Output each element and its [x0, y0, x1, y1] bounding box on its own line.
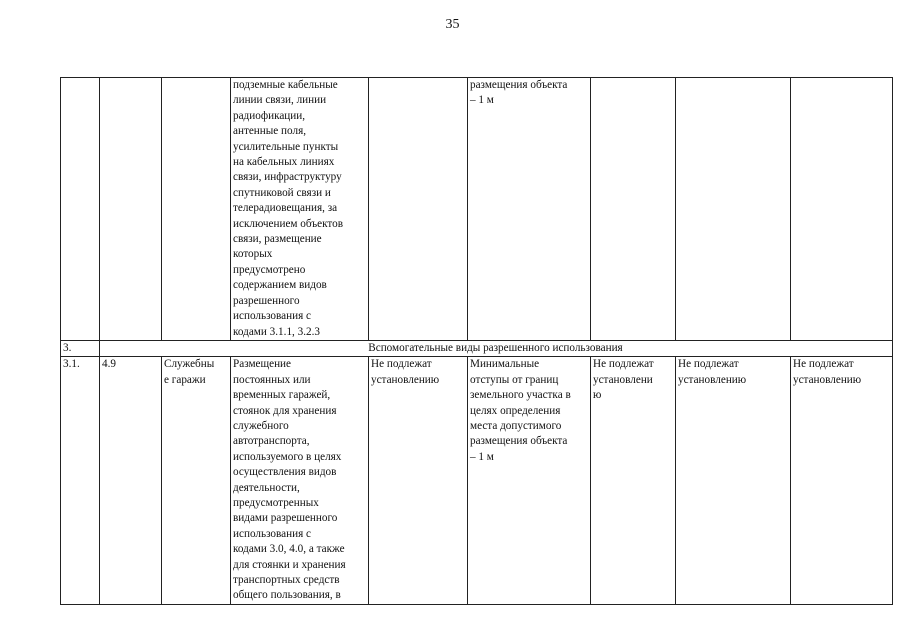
- table-row-section-header: [61, 340, 893, 356]
- cell-description: [231, 78, 369, 341]
- cell-text-line: Минимальные: [470, 358, 540, 371]
- cell-setbacks: [468, 78, 591, 341]
- cell-text-line: использования с: [233, 527, 312, 540]
- cell-code: [100, 78, 162, 341]
- cell-text-line: для стоянки и хранения: [233, 558, 346, 571]
- cell-col9: [791, 357, 893, 605]
- cell-text-line: телерадиовещания, за: [233, 202, 338, 215]
- cell-code: 4.9: [100, 357, 162, 605]
- cell-text-line: деятельности,: [233, 481, 300, 494]
- cell-text-line: автотранспорта,: [233, 435, 310, 448]
- cell-text-line: используемого в целях: [233, 450, 342, 463]
- cell-col9: [791, 78, 893, 341]
- cell-text-line: предусмотренных: [233, 496, 319, 509]
- table-row-3-1: [61, 357, 893, 605]
- cell-text-line: Не подлежат: [371, 358, 432, 371]
- cell-text-line: которых: [233, 248, 273, 261]
- cell-text-line: транспортных средств: [233, 574, 340, 586]
- cell-col8: [676, 78, 791, 341]
- cell-text-line: Не подлежат: [678, 358, 739, 371]
- cell-text-line: Не подлежат: [593, 358, 654, 371]
- cell-col5: [369, 78, 468, 341]
- section-number: 3.: [61, 340, 100, 356]
- cell-setbacks: [468, 357, 591, 605]
- cell-col7: [591, 78, 676, 341]
- table-row-continued: [61, 78, 893, 341]
- cell-text-line: на кабельных линиях: [233, 156, 335, 169]
- cell-text-line: антенные поля,: [233, 125, 307, 138]
- cell-text-line: временных гаражей,: [233, 389, 331, 402]
- cell-text-line: Служебны: [164, 358, 215, 371]
- cell-text-line: земельного участка в: [470, 389, 571, 402]
- cell-text-line: установлению: [793, 373, 862, 386]
- cell-text-line: размещения объекта: [470, 435, 568, 448]
- cell-text-line: разрешенного: [233, 294, 300, 307]
- cell-text-line: места допустимого: [470, 419, 562, 432]
- cell-text-line: радиофикации,: [233, 109, 306, 122]
- cell-text-line: кодами 3.1.1, 3.2.3: [233, 325, 321, 338]
- cell-text-line: предусмотрено: [233, 263, 306, 276]
- cell-text-line: установлению: [371, 373, 440, 386]
- cell-number: [61, 78, 100, 341]
- cell-text-line: Не подлежат: [793, 358, 854, 371]
- cell-text-line: содержанием видов: [233, 279, 327, 292]
- cell-text-line: линии связи, линии: [233, 94, 327, 107]
- cell-text-line: использования с: [233, 310, 312, 323]
- land-use-table: [60, 77, 893, 605]
- cell-text-line: Размещение: [233, 358, 292, 371]
- cell-text-line: целях определения: [470, 404, 561, 417]
- cell-text-line: связи, размещение: [233, 233, 322, 246]
- page-number: 35: [445, 17, 460, 32]
- cell-name: [162, 357, 231, 605]
- cell-text-line: – 1 м: [470, 450, 494, 463]
- cell-text-line: – 1 м: [470, 94, 494, 107]
- cell-text-line: служебного: [233, 419, 289, 432]
- cell-text-line: отступы от границ: [470, 373, 559, 386]
- cell-text-line: спутниковой связи и: [233, 186, 331, 199]
- cell-text-line: усилительные пункты: [233, 140, 339, 153]
- cell-text-line: постоянных или: [233, 373, 311, 386]
- cell-col7: [591, 357, 676, 605]
- cell-text-line: размещения объекта: [470, 79, 568, 91]
- cell-text-line: подземные кабельные: [233, 79, 338, 91]
- cell-text-line: связи, инфраструктуру: [233, 171, 342, 184]
- cell-name: [162, 78, 231, 341]
- cell-description: [231, 357, 369, 605]
- cell-col8: [676, 357, 791, 605]
- cell-text-line: установлению: [678, 373, 747, 386]
- section-title: Вспомогательные виды разрешенного использования: [100, 340, 893, 356]
- cell-text-line: установлени: [593, 373, 653, 386]
- cell-text-line: стоянок для хранения: [233, 404, 337, 417]
- cell-text-line: общего пользования, в: [233, 589, 341, 602]
- cell-text-line: е гаражи: [164, 373, 206, 386]
- cell-text-line: видами разрешенного: [233, 512, 338, 525]
- cell-text-line: ю: [593, 389, 602, 402]
- cell-col5: [369, 357, 468, 605]
- cell-text-line: кодами 3.0, 4.0, а также: [233, 543, 345, 556]
- cell-text-line: осуществления видов: [233, 466, 337, 479]
- cell-text-line: исключением объектов: [233, 217, 343, 230]
- cell-number: 3.1.: [61, 357, 100, 605]
